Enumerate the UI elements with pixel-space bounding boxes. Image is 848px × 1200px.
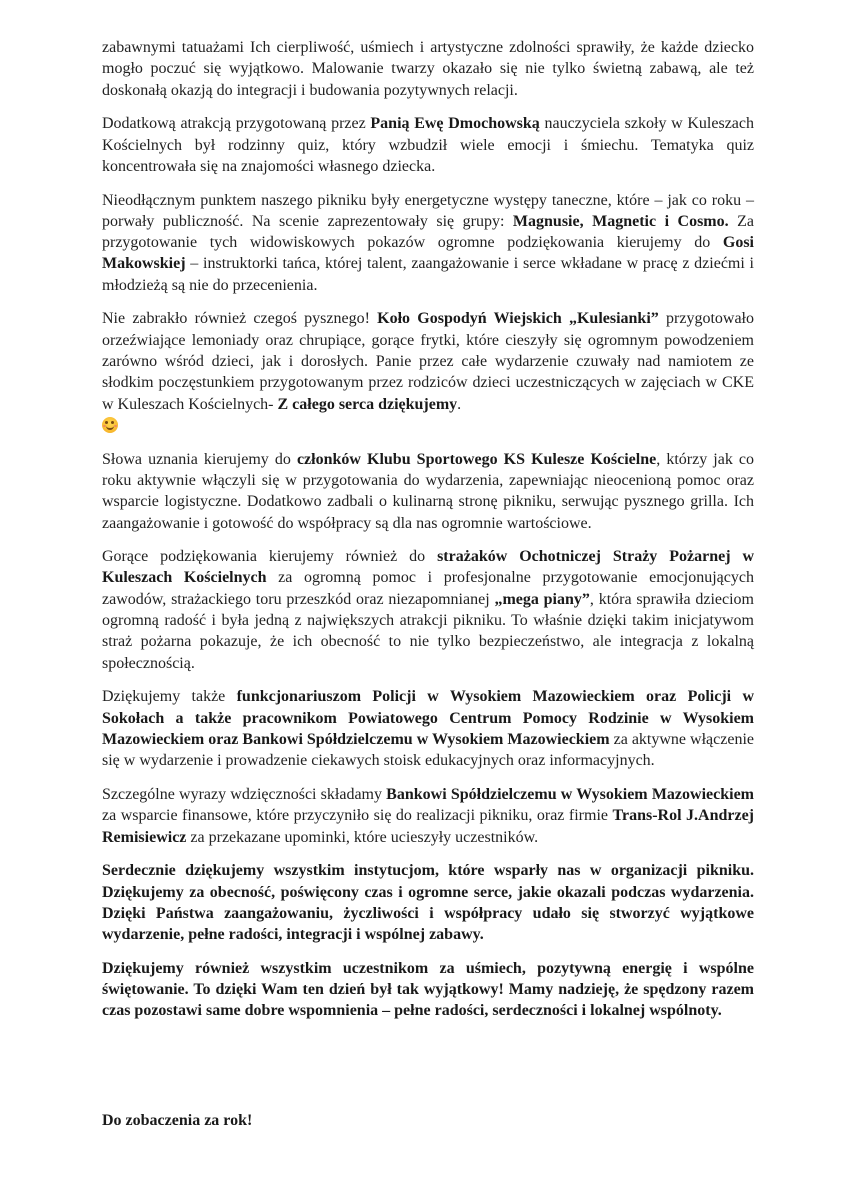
paragraph-sponsors: Szczególne wyrazy wdzięczności składamy Bankowi Spółdzielczemu w Wysokiem Mazowieckiem za wsparcie finansowe, które przyczyniło się do realizacji pikniku, oraz firmie Trans-Rol J.Andrzej Remisiewicz za przekazane upominki, które ucieszyły uczestników. xyxy=(102,785,754,846)
ks-kulesze-koscielne: członków Klubu Sportowego KS Kulesze Kościelne xyxy=(296,450,657,468)
kgw-kulesianki: Koło Gospodyń Wiejskich „Kulesianki” xyxy=(377,310,659,328)
osp-kulesze: strażaków Ochotniczej Straży Pożarnej w Kuleszach Kościelnych xyxy=(102,548,755,587)
paragraph-fire-brigade: Gorące podziękowania kierujemy również do strażaków Ochotniczej Straży Pożarnej w Kuleszach Kościelnych za ogromną pomoc i profesjonalne przygotowanie emocjonujących zawodów, strażackiego toru przeszkód oraz niezapomnianej „mega piany”, która sprawiła dzieciom ogromną radość i była jedną z największych atrakcji pikniku. To właśnie dzięki takim inicjatywom straż pożarna pokazuje, że ich obecność to nie tylko bezpieczeństwo, ale integracja z lokalną społecznością. xyxy=(102,548,755,672)
mega-piana: „mega piany” xyxy=(494,590,590,608)
dance-groups: Magnusie, Magnetic i Cosmo. xyxy=(512,212,729,230)
police-and-institutions: funkcjonariuszom Policji w Wysokiem Mazowieckiem oraz Policji w Sokołach a także pracownikom Powiatowego Centrum Pomocy Rodzinie w Wysokiem Mazowieckiem oraz Bankowi Spółdzielczemu w Wysokiem Mazowieckiem xyxy=(102,688,754,748)
smiling-face-icon xyxy=(102,417,118,433)
paragraph-sports-club: Słowa uznania kierujemy do członków Klubu Sportowego KS Kulesze Kościelne, którzy jak co roku aktywnie włączyli się w przygotowania do wydarzenia, zapewniając nieocenioną pomoc oraz wsparcie logistyczne. Dodatkowo zadbali o kulinarną stronę pikniku, serwując pysznego grilla. Ich zaangażowanie i gotowość do współpracy są dla nas ogromnie wartościowe. xyxy=(102,450,754,532)
paragraph-food: Nie zabrakło również czegoś pysznego! Koło Gospodyń Wiejskich „Kulesianki” przygotowało orzeźwiające lemoniady oraz chrupiące, gorące frytki, które cieszyły się ogromnym powodzeniem zarówno wśród dzieci, jak i dorosłych. Panie przez całe wydarzenie czuwały nad namiotem ze słodkim poczęstunkiem przygotowanym przez rodziców dzieci uczestniczących w zajęciach w CKE w Kuleszach Kościelnych- Z całego serca dziękujemy. xyxy=(102,308,754,436)
document-body xyxy=(102,37,754,1034)
paragraph-face-painting: zabawnymi tatuażami Ich cierpliwość, uśmiech i artystyczne zdolności sprawiły, że każde dziecko mogło poczuć się wyjątkowo. Malowanie twarzy okazało się nie tylko świetną zabawą, ale też doskonałą okazją do integracji i budowania pozytywnych relacji. xyxy=(102,39,754,99)
paragraph-participants-thanks: Dziękujemy również wszystkim uczestnikom za uśmiech, pozytywną energię i wspólne świętowanie. To dzięki Wam ten dzień był tak wyjątkowy! Mamy nadzieję, że spędzony razem czas pozostawi same dobre wspomnienia – pełne radości, serdeczności i lokalnej wspólnoty. xyxy=(102,959,754,1020)
paragraph-quiz: Dodatkową atrakcją przygotowaną przez Panią Ewę Dmochowską nauczyciela szkoły w Kuleszach Kościelnych był rodzinny quiz, który wzbudził wiele emocji i śmiechu. Tematyka quiz koncentrowała się na znajomości własnego dziecka. xyxy=(102,115,755,175)
trans-rol: Trans-Rol J.Andrzej Remisiewicz xyxy=(102,807,754,846)
name-ewa-dmochowska: Panią Ewę Dmochowską xyxy=(370,115,540,133)
name-gosia-makowska: Gosi Makowskiej xyxy=(102,234,754,273)
bank-spoldzielczy: Bankowi Spółdzielczemu w Wysokiem Mazowieckiem xyxy=(386,785,754,803)
thanks-phrase: Z całego serca dziękujemy xyxy=(277,395,458,413)
paragraph-police: Dziękujemy także funkcjonariuszom Policji w Wysokiem Mazowieckiem oraz Policji w Sokołach a także pracownikom Powiatowego Centrum Pomocy Rodzinie w Wysokiem Mazowieckiem oraz Bankowi Spółdzielczemu w Wysokiem Mazowieckiem za aktywne włączenie się w wydarzenie i prowadzenie ciekawych stoisk edukacyjnych oraz informacyjnych. xyxy=(102,688,755,770)
closing-line: Do zobaczenia za rok! xyxy=(102,1112,253,1129)
paragraph-institutions-thanks: Serdecznie dziękujemy wszystkim instytucjom, które wsparły nas w organizacji pikniku. Dziękujemy za obecność, poświęcony czas i ogromne serce, jakie okazali podczas wydarzenia. Dzięki Państwa zaangażowaniu, życzliwości i współpracy udało się stworzyć wyjątkowe wydarzenie, pełne radości, integracji i wspólnej zabawy. xyxy=(102,862,754,944)
paragraph-dance: Nieodłącznym punktem naszego pikniku były energetyczne występy taneczne, które – jak co roku – porwały publiczność. Na scenie zaprezentowały się grupy: Magnusie, Magnetic i Cosmo. Za przygotowanie tych widowiskowych pokazów ogromne podziękowania kierujemy do Gosi Makowskiej – instruktorki tańca, której talent, zaangażowanie i serce wkładane w pracę z dziećmi i młodzieżą są nie do przecenienia. xyxy=(102,191,754,294)
